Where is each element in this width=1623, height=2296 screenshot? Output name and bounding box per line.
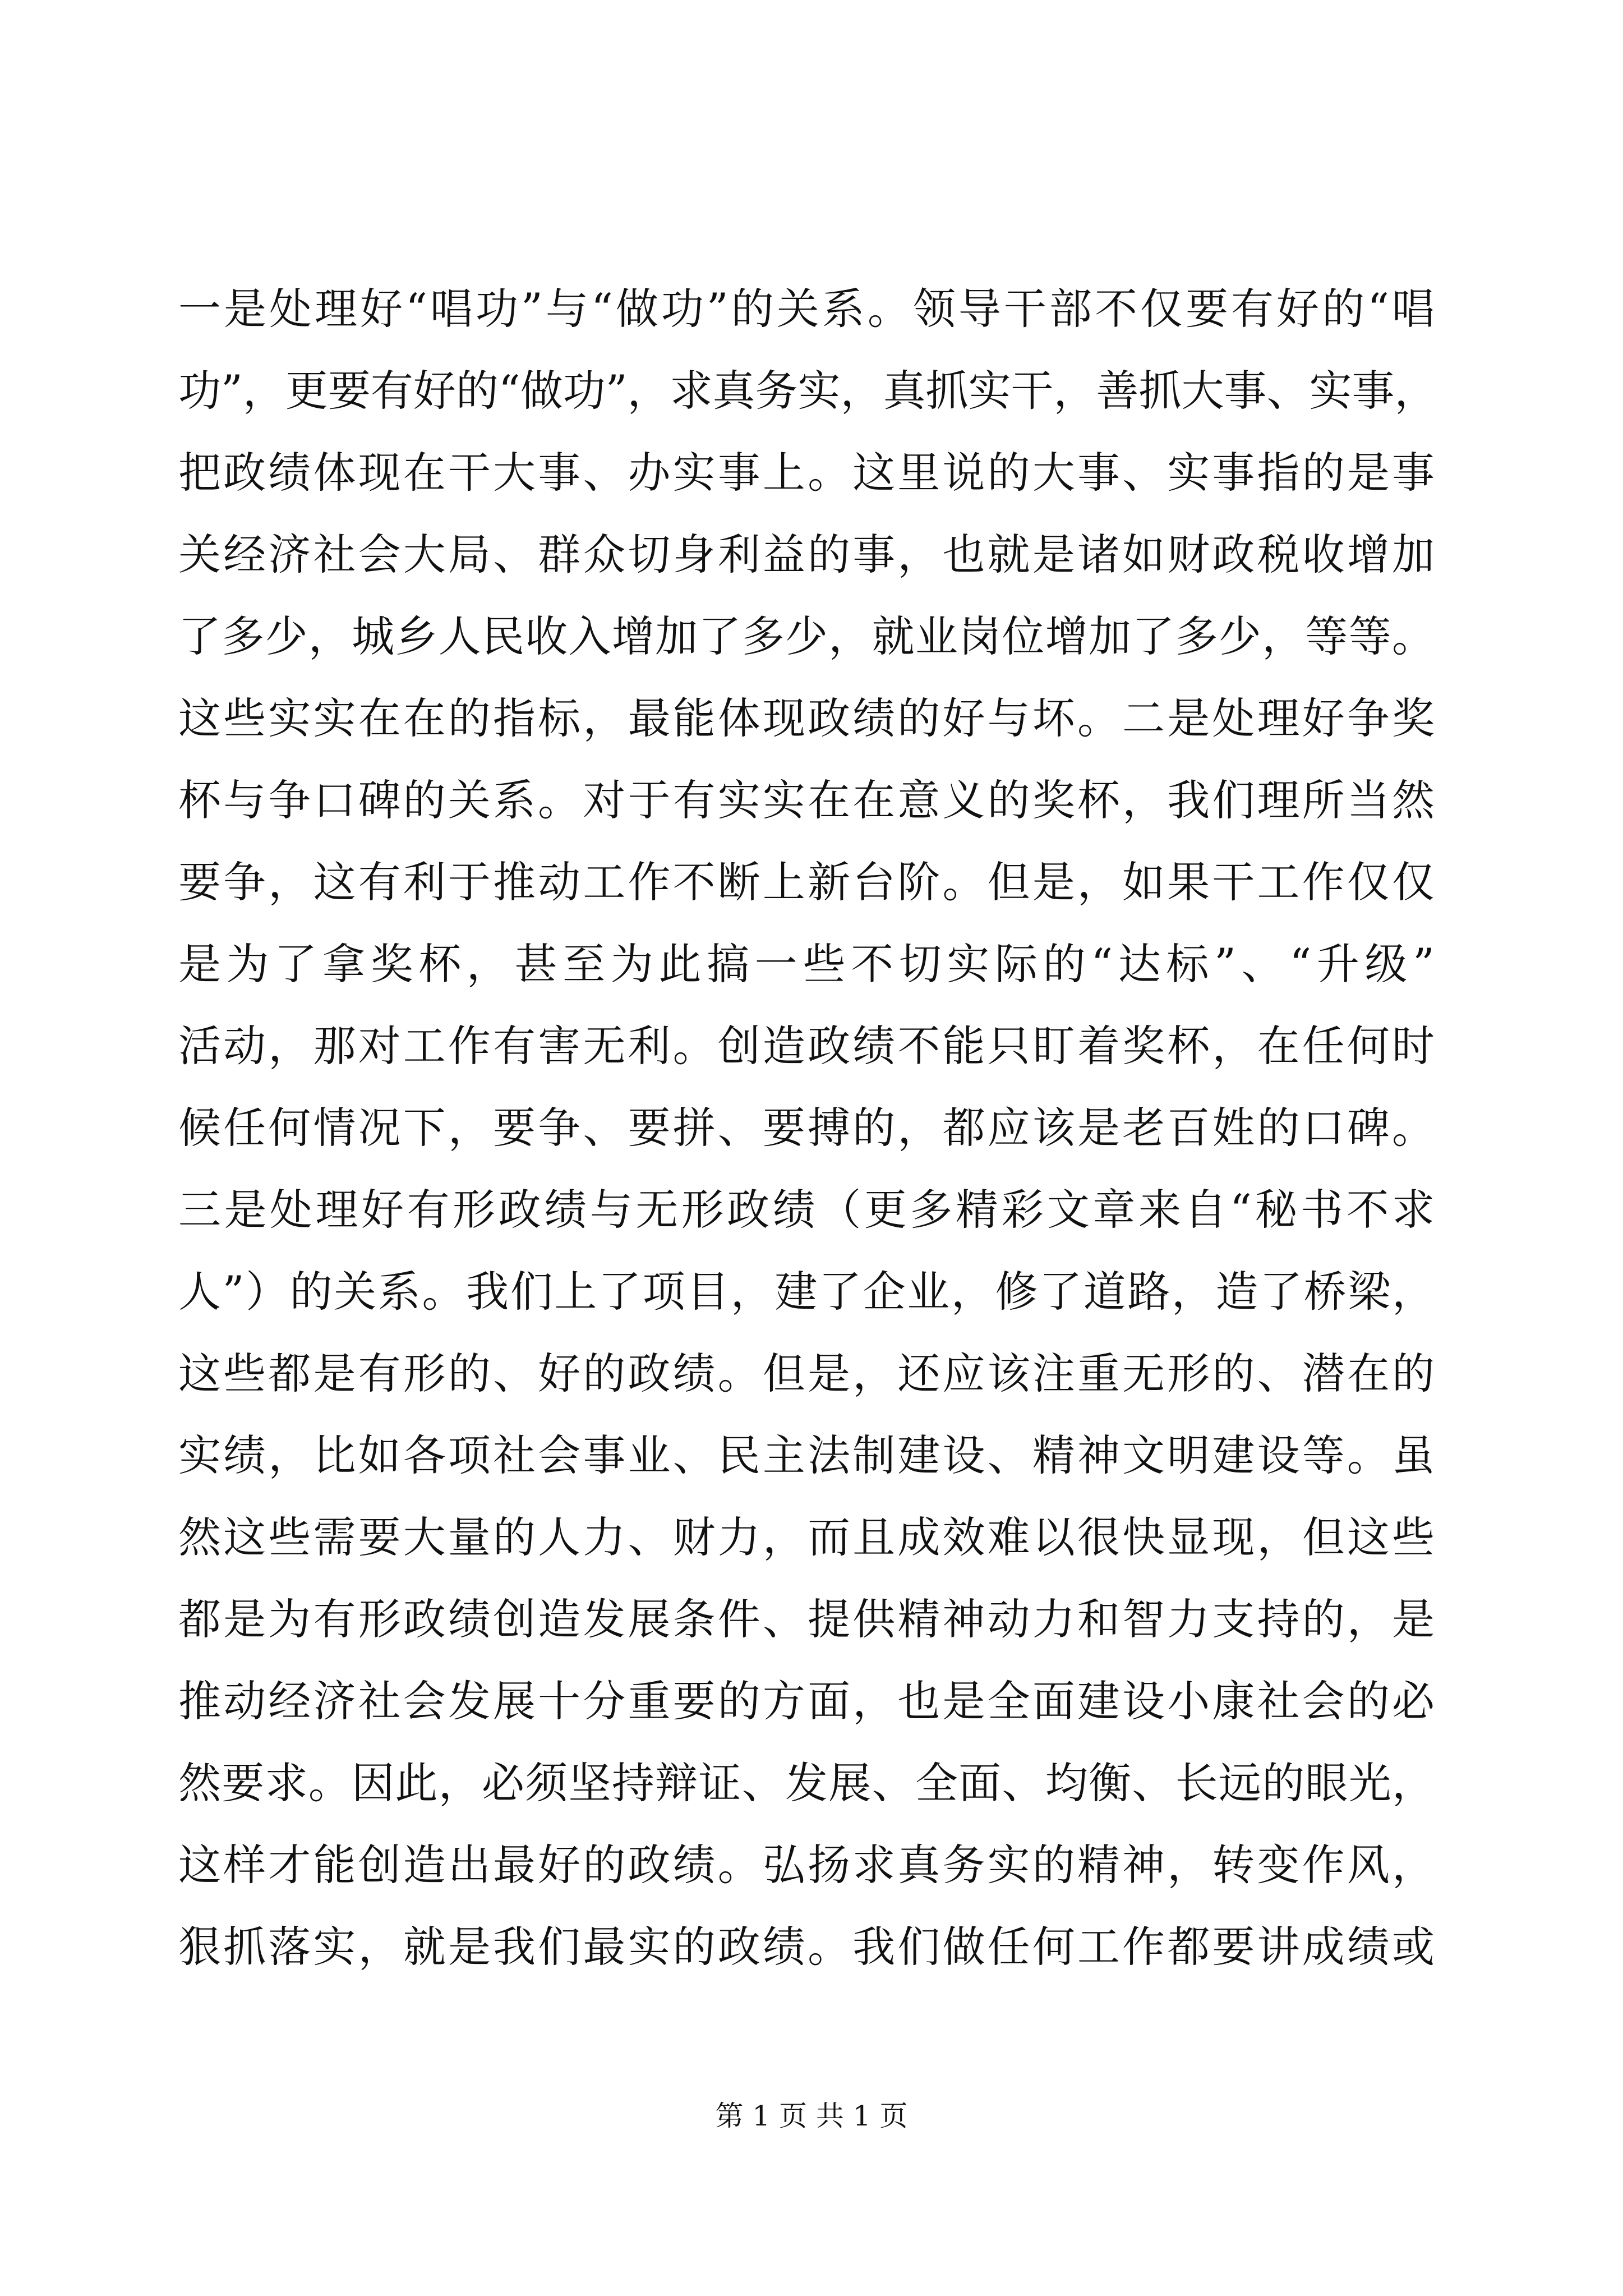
text-line: 这些都是有形的、好的政绩。但是，还应该注重无形的、潜在的: [178, 1349, 1435, 1398]
text-line: 然这些需要大量的人力、财力，而且成效难以很快显现，但这些: [178, 1512, 1435, 1562]
text-line: 这样才能创造出最好的政绩。弘扬求真务实的精神，转变作风，: [178, 1840, 1435, 1890]
text-line: 人”）的关系。我们上了项目，建了企业，修了道路，造了桥梁，: [178, 1267, 1435, 1317]
text-line: 关经济社会大局、群众切身利益的事，也就是诸如财政税收增加: [178, 530, 1435, 579]
text-line: 功”，更要有好的“做功”，求真务实，真抓实干，善抓大事、实事，: [178, 366, 1437, 416]
body-paragraph: [178, 268, 1435, 1988]
text-line: 实绩，比如各项社会事业、民主法制建设、精神文明建设等。虽: [178, 1430, 1435, 1480]
text-line: 把政绩体现在干大事、办实事上。这里说的大事、实事指的是事: [178, 448, 1435, 498]
text-line: 推动经济社会发展十分重要的方面，也是全面建设小康社会的必: [178, 1676, 1435, 1726]
text-line: 一是处理好“唱功”与“做功”的关系。领导干部不仅要有好的“唱: [178, 284, 1435, 334]
text-line: 然要求。因此，必须坚持辩证、发展、全面、均衡、长远的眼光，: [178, 1758, 1435, 1808]
text-line: 狠抓落实，就是我们最实的政绩。我们做任何工作都要讲成绩或: [178, 1922, 1435, 1972]
text-line: 这些实实在在的指标，最能体现政绩的好与坏。二是处理好争奖: [178, 693, 1435, 743]
text-line: 是为了拿奖杯，甚至为此搞一些不切实际的“达标”、“升级”: [178, 939, 1435, 989]
text-line: 都是为有形政绩创造发展条件、提供精神动力和智力支持的，是: [178, 1594, 1435, 1644]
text-line: 要争，这有利于推动工作不断上新台阶。但是，如果干工作仅仅: [178, 857, 1435, 907]
text-line: 候任何情况下，要争、要拼、要搏的，都应该是老百姓的口碑。: [178, 1103, 1435, 1153]
text-line: 三是处理好有形政绩与无形政绩（更多精彩文章来自“秘书不求: [178, 1185, 1435, 1235]
page-number-footer: 第 1 页 共 1 页: [715, 2100, 908, 2132]
text-line: 活动，那对工作有害无利。创造政绩不能只盯着奖杯，在任何时: [178, 1021, 1435, 1071]
text-line: 杯与争口碑的关系。对于有实实在在意义的奖杯，我们理所当然: [178, 775, 1435, 825]
text-line: 了多少，城乡人民收入增加了多少，就业岗位增加了多少，等等。: [178, 611, 1435, 661]
